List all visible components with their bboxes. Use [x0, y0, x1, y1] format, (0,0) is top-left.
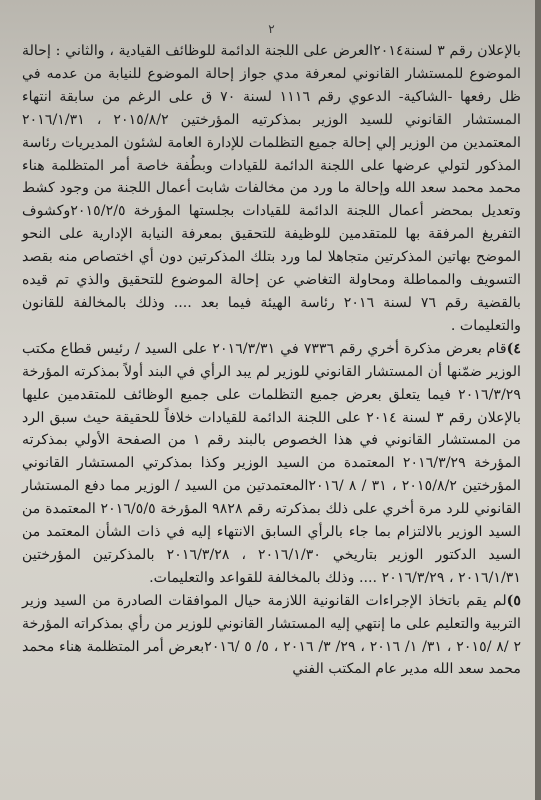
paragraph-item-4	[22, 338, 521, 590]
page-edge-shadow	[535, 0, 541, 800]
document-body	[22, 40, 521, 681]
page-number: ٢	[268, 22, 275, 36]
paragraph-text: قام بعرض مذكرة أخري رقم ٧٣٣٦ في ٢٠١٦/٣/٣١ على السيد / رئيس قطاع مكتب الوزير ضمّنها أن المستشار القانوني للوزير لم يبد الرأي في البند أولاً بمذكرته المؤرخة ٢٠١٦/٣/٢٩ فيما يتعلق بعرض جميع التظلمات على جميع الوظائف للمتقدمين عليها بالإعلان رقم ٣ لسنة ٢٠١٤ على اللجنة الدائمة للقيادات خلافاً للحقيقة حيث سبق الرد من المستشار القانوني في هذا الخصوص بالبند رقم ١ من الصفحة الأولي بمذكرته المؤرخة ٢٠١٦/٣/٢٩ المعتمدة من السيد الوزير وكذا بمذكرتي المستشار القانوني المؤرختين ٢٠١٥/٨/٢ ، ٣١ / ٨ /٢٠١٦المعتمدتين من السيد / الوزير مما دفع المستشار القانوني للرد مرة أخري على ذلك بمذكرته رقم ٩٨٢٨ المؤرخة ٢٠١٦/٥/٥ المعتمدة من السيد الوزير بالالتزام بما جاء بالرأي السابق الانتهاء إليه في ذات الشأن المعتمد من السيد الدكتور الوزير بتاريخي ٢٠١٦/١/٣٠ ، ٢٠١٦/٣/٢٨ بالمذكرتين المؤرختين ٢٠١٦/١/٣١ ، ٢٠١٦/٣/٢٩ .... وذلك بالمخالفة للقواعد والتعليمات.	[22, 340, 522, 586]
paragraph-text: بالإعلان رقم ٣ لسنة٢٠١٤العرض على اللجنة الدائمة للوظائف القيادية ، والثاني : إحالة الموضوع للمستشار القانوني لمعرفة مدي جواز إحالة الموضوع للنيابة من عدمه في ظل رفعها -الشاكية- الدعوي رقم ١١١٦ لسنة ٧٠ ق على الرغم من سابقة انتهاء المستشار القانوني للسيد الوزير بمذكرتيه المؤرختين ٢٠١٥/٨/٢ ، ٢٠١٦/١/٣١ المعتمدين من الوزير إلي إحالة جميع التظلمات للإدارة العامة لشئون المديريات رئاسة المذكور لتولي عرضها على اللجنة الدائمة للقيادات وبطُفة خاصة أمر المتظلمة هناء محمد محمد سعد الله وإحالة ما ورد من مخالفات شابت أعمال اللجنة من وجود كشط وتعديل بمحضر أعمال اللجنة الدائمة للقيادات بجلستها المؤرخة ٢٠١٥/٢/٥وكشوف التفريغ المرفقة بها للمتقدمين للوظيفة للتحقيق بمعرفة النيابة الإدارية على النحو الموضح بهاتين المذكرتين متجاهلا لما ورد بتلك المذكرتين دون أي اختصاص منه بقصد التسويف والمماطلة ومحاولة التغاضي عن إحالة الموضوع للتحقيق والذي تم قيده بالقضية رقم ٧٦ لسنة ٢٠١٦ رئاسة الهيئة فيما بعد .... وذلك بالمخالفة للقانون والتعليمات .	[22, 43, 522, 334]
document-page	[8, 0, 535, 800]
paragraph-continuation	[22, 40, 521, 338]
paragraph-item-5	[22, 590, 521, 682]
paragraph-text: لم يقم باتخاذ الإجراءات القانونية اللازمة حيال الموافقات الصادرة من السيد وزير التربية والتعليم على ما إنتهي إليه المستشار القانوني للوزير من رأي بمذكراته المؤرخة ٢ /٨ /٢٠١٥ ، ٣١/ ١/ ٢٠١٦ ، ٢٩/ ٣/ ٢٠١٦ ، ٥/ ٥ /٢٠١٦بعرض أمر المتظلمة هناء محمد محمد سعد الله مدير عام المكتب الفني	[22, 592, 522, 678]
item-number: ٤)	[506, 340, 521, 357]
item-number: ٥)	[506, 592, 521, 609]
